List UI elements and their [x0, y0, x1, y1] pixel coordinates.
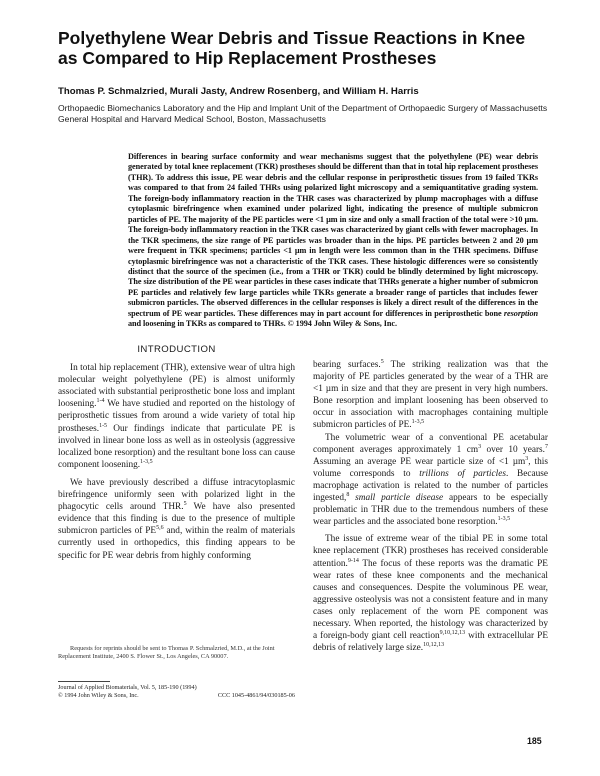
- right-p1-text: bearing surfaces.: [313, 360, 381, 370]
- right-p2-text6: appears to be especially problematic in THR due to the tremendous numbers of these wear particles and the associated bone resorption.: [313, 493, 548, 528]
- footnote-text: Requests for reprints should be sent to Thomas P. Schmalzried, M.D., at the Joint Replacement Institute, 2400 S. Flower St., Los Angeles, CA 90007.: [58, 645, 275, 660]
- ccc-code: CCC 1045-4861/94/030185-06: [217, 691, 295, 699]
- intro-paragraph-1: [58, 362, 295, 471]
- right-p3-text: The issue of extreme wear of the tibial PE in some total knee replacement (TKR) prostheses has received considerable attention.: [313, 534, 548, 569]
- citation-sup: 1-3,5: [411, 419, 425, 426]
- right-paragraph-2: [313, 432, 548, 529]
- right-column: [313, 359, 548, 654]
- right-p2-text: The volumetric wear of a conventional PE acetabular component averages approximately 1 cm: [313, 432, 548, 455]
- citation-sup: 5: [183, 501, 187, 508]
- abstract-text: Differences in bearing surface conformity and wear mechanisms suggest that the polyethylene (PE) wear debris generated by total knee replacement (TKR) prostheses should be different than that in total hip replacement prostheses (THR). To address this issue, PE wear debris and the cellular response in periprosthetic tissues from 19 failed TKRs was compared to that from 24 failed THRs using polarized light microscopy and a semiquantitative grading system. The foreign-body inflammatory reaction in the THR cases was characterized by plump macrophages with a diffuse cytoplasmic birefringence when examined under polarized light, indicating the presence of multiple submicron particles of PE. The majority of the PE particles were <1 µm in size and only a small fraction of the total were >10 µm. The foreign-body inflammatory reaction in the TKR cases was characterized by giant cells with fewer macrophages. In the TKR specimens, the size range of PE particles was broader than in the hips. PE particles between 2 and 20 µm were frequent in TKR specimens; particles <1 µm in length were less common than in the THR specimens. Diffuse cytoplasmic birefringence was not a characteristic of the TKR cases. These histologic differences were so consistently distinct that the source of the specimen (i.e., from a THR or TKR) could be blindly determined by light microscopy. The size distribution of the PE wear particles in these cases indicate that THRs generate a higher number of submicron PE particles and relatively few large particles while TKRs generate a broader range of particles that includes fewer submicron particles. The observed differences in the cellular responses is likely a direct result of the differences in the spectrum of PE wear particles. These differences may in part account for differences in periprosthetic bone: [128, 152, 538, 318]
- right-p2-text5: . Because macrophage activation is related to the number of particles ingested,: [313, 468, 549, 504]
- copyright-text: © 1994 John Wiley & Sons, Inc.: [58, 691, 139, 699]
- intro-p1-text3: Our findings indicate that particulate PE is involved in linear bone loss as well as in osteolysis (aggressive localized bone resorption) and the resultant bone loss can cause component loosening.: [58, 423, 295, 470]
- left-column: [58, 344, 295, 562]
- intro-p1-text: In total hip replacement (THR), extensive wear of ultra high molecular weight polyethylene (PE) is almost uniformly associated with substantial periprosthetic bone loss and implant loosening.: [58, 363, 295, 410]
- intro-p1-text2: We have studied and reported on the histology of periprosthetic tissues from around a wide variety of total hip prostheses.: [58, 399, 295, 434]
- citation-sup: 1-4: [96, 398, 105, 405]
- reprint-footnote: [58, 645, 295, 661]
- right-p2-text3: Assuming an average PE wear particle size of <1 µm: [313, 456, 526, 467]
- intro-paragraph-2: [58, 477, 295, 562]
- journal-line: Journal of Applied Biomaterials, Vol. 5, 185-190 (1994): [58, 684, 197, 691]
- citation-sup: 1-3,5: [140, 458, 153, 465]
- citation-sup: 3: [525, 455, 529, 462]
- intro-p2-text3: and, within the realm of materials currently used in orthopedics, this finding appears to be specific for PE wear debris from highly conforming: [58, 526, 295, 561]
- citation-sup: 10,12,13: [423, 642, 445, 649]
- emphasis-small-particle-disease: small particle disease: [349, 493, 444, 504]
- citation-sup: 9-14: [347, 557, 359, 564]
- citation-sup: 3: [478, 443, 482, 450]
- right-p3-text2: The focus of these reports was the dramatic PE wear rates of these knee components and the mechanical causes and consequences. Despite the voluminous PE wear, aggressive osteolysis was not a consistent feature and in many cases only replacement of the worn PE component was necessary. When reported, the histology was characterized by a foreign-body giant cell reaction: [313, 558, 548, 642]
- intro-p2-text2: We have also presented evidence that this finding is due to the presence of multiple submicron particles of PE: [58, 502, 295, 537]
- journal-copyright-row: [58, 692, 295, 700]
- abstract-italic-term: resorption: [503, 308, 538, 318]
- intro-p2-text: We have previously described a diffuse intracytoplasmic birefringence uniformly seen with polarized light in the phagocytic cells around THR.: [58, 477, 295, 513]
- abstract-text-end: and loosening in TKRs as compared to THRs. © 1994 John Wiley & Sons, Inc.: [128, 319, 397, 329]
- abstract: [128, 152, 538, 330]
- citation-sup: 8: [346, 491, 350, 498]
- introduction-heading: INTRODUCTION: [137, 344, 216, 355]
- citation-sup: 5: [380, 358, 384, 365]
- page-number: 185: [527, 736, 542, 746]
- citation-sup: 1-3,5: [497, 516, 511, 523]
- citation-sup: 5,6: [156, 525, 164, 532]
- right-p2-text2: over 10 years.: [481, 444, 545, 455]
- right-p2-text4: , this volume corresponds to: [313, 456, 548, 479]
- citation-sup: 1-5: [99, 422, 108, 429]
- citation-sup: 7: [545, 443, 548, 450]
- article-authors: Thomas P. Schmalzried, Murali Jasty, Andrew Rosenberg, and William H. Harris: [58, 86, 419, 97]
- right-p1-text2: The striking realization was that the majority of PE particles generated by the wear of a THR are <1 µm in size and that they are present in very high numbers. Bone resorption and implant loosening has been observed to occur in association with macrophages containing multiple submicron particles of PE.: [313, 360, 548, 431]
- author-affiliation: Orthopaedic Biomechanics Laboratory and the Hip and Implant Unit of the Department of Orthopaedic Surgery of Massachusetts General Hospital and Harvard Medical School, Boston, Massachusetts: [58, 103, 548, 124]
- article-title: Polyethylene Wear Debris and Tissue Reactions in Knee as Compared to Hip Replacement Prostheses: [58, 28, 526, 68]
- right-p3-text3: with extracellular PE debris of relatively large size.: [313, 631, 548, 654]
- citation-sup: 9,10,12,13: [439, 629, 466, 636]
- emphasis-trillions: trillions of particles: [419, 468, 506, 479]
- footnote-divider: [58, 681, 110, 682]
- right-paragraph-3: [313, 533, 548, 654]
- journal-citation: [58, 684, 295, 699]
- right-paragraph-1: [313, 359, 548, 432]
